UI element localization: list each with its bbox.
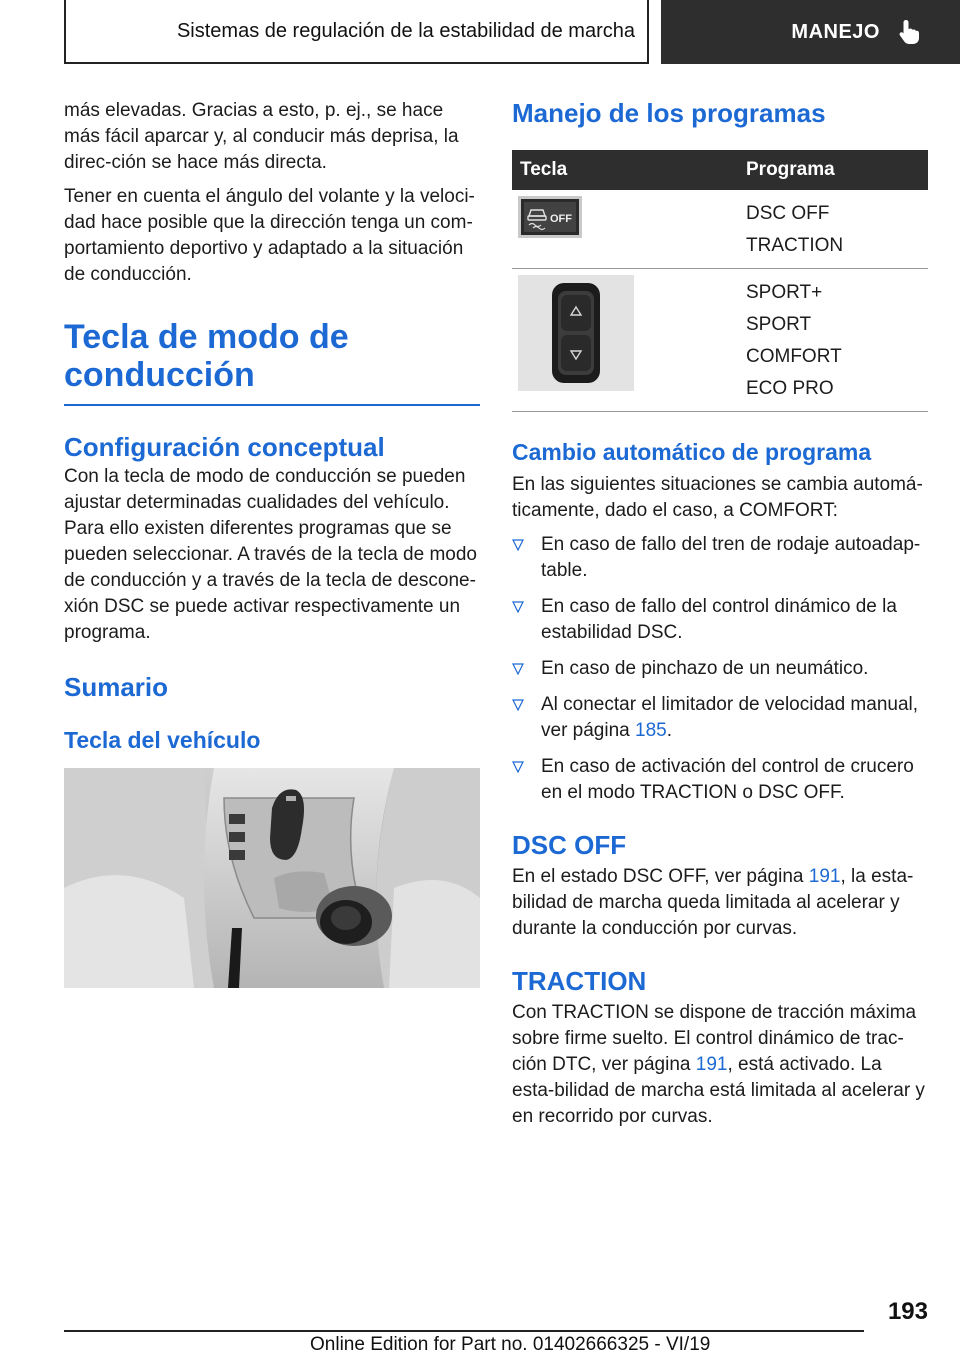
list-item-text: En caso de pinchazo de un neumático. (541, 658, 869, 679)
triangle-bullet-icon (512, 539, 524, 551)
page-number: 193 (887, 1298, 928, 1325)
heading-auto-change: Cambio automático de programa (512, 439, 872, 465)
table-row (512, 190, 928, 269)
list-item (512, 594, 928, 646)
heading-summary: Sumario (64, 672, 169, 702)
section-heading-drive-mode: Tecla de modo de conducción (64, 318, 480, 406)
auto-change-list (512, 532, 928, 806)
list-item-text-end: . (666, 720, 672, 741)
footer-rule (64, 1330, 864, 1332)
dsc-off-paragraph (512, 864, 928, 942)
hand-pointer-icon (894, 17, 924, 47)
list-item (512, 532, 928, 584)
traction-text: Con TRACTION se dispone de tracción máxima sobre firme suelto. El control dinámico de trac‐ción DTC, ver página (512, 1002, 917, 1075)
triangle-bullet-icon (512, 663, 524, 675)
footer-edition: Online Edition for Part no. 01402666325 - VI/19 (310, 1334, 711, 1355)
triangle-bullet-icon (512, 699, 524, 711)
heading-vehicle-key: Tecla del vehículo (64, 727, 261, 753)
page-link-185[interactable]: 185 (635, 720, 667, 741)
table-row (512, 269, 928, 412)
triangle-bullet-icon (512, 761, 524, 773)
auto-change-paragraph: En las siguientes situaciones se cambia automá‐ticamente, dado el caso, a COMFORT: (512, 474, 923, 521)
list-item-text: Al conectar el limitador de velocidad manual, ver página (541, 694, 919, 741)
programs-table (512, 150, 928, 412)
heading-traction: TRACTION (512, 966, 647, 996)
table-header-key: Tecla (512, 150, 738, 190)
list-item-text: En caso de fallo del control dinámico de la estabilidad DSC. (541, 596, 897, 643)
program-sport: SPORT (746, 314, 812, 335)
intro-paragraph-1: más elevadas. Gracias a esto, p. ej., se hace más fácil aparcar y, al conducir más deprisa, la direc‐ción se hace más directa. (64, 100, 459, 173)
heading-programs: Manejo de los programas (512, 98, 826, 128)
program-traction: TRACTION (746, 235, 844, 256)
program-comfort: COMFORT (746, 346, 842, 367)
concept-paragraph: Con la tecla de modo de conducción se pueden ajustar determinadas cualidades del vehículo. Para ello existen diferentes programas que se pueden seleccionar. A través de la tecla de modo de conducción y a través de la tecla de descone‐xión DSC se puede activar respectivamente un programa. (64, 466, 477, 643)
page-link-191[interactable]: 191 (808, 866, 841, 887)
driving-mode-rocker-icon (518, 275, 634, 391)
header-section-title: Sistemas de regulación de la estabilidad de marcha (176, 19, 635, 42)
page-link-191-dtc[interactable]: 191 (695, 1054, 728, 1075)
dsc-off-text-end: , la esta‐bilidad de marcha queda limitada al acelerar y durante la conducción por curvas. (512, 866, 914, 939)
triangle-bullet-icon (512, 601, 524, 613)
header-section-title-box (64, 0, 649, 64)
heading-dsc-off: DSC OFF (512, 830, 627, 860)
list-item-text: En caso de fallo del tren de rodaje autoadap‐table. (541, 534, 921, 581)
heading-concept: Configuración conceptual (64, 432, 385, 462)
left-column (64, 98, 480, 988)
program-dsc-off: DSC OFF (746, 203, 830, 224)
header-chapter-tab[interactable] (661, 0, 960, 64)
list-item-text: En caso de activación del control de crucero en el modo TRACTION o DSC OFF. (541, 756, 914, 803)
traction-text-end: , está activado. La esta‐bilidad de marcha está limitada al acelerar y en recorrido por curvas. (512, 1054, 925, 1127)
table-header-program: Programa (738, 150, 928, 190)
intro-paragraph-2: Tener en cuenta el ángulo del volante y la veloci‐dad hace posible que la dirección tenga un com‐portamiento deportivo y adaptado a la situación de conducción. (64, 186, 475, 285)
vehicle-console-photo (64, 768, 480, 988)
right-column (512, 98, 928, 1138)
dsc-off-key-label: OFF (550, 213, 572, 225)
program-sport-plus: SPORT+ (746, 282, 823, 303)
list-item (512, 656, 928, 682)
dsc-off-button-icon (518, 196, 582, 238)
list-item (512, 754, 928, 806)
program-eco-pro: ECO PRO (746, 378, 834, 399)
list-item (512, 692, 928, 744)
dsc-off-text: En el estado DSC OFF, ver página (512, 866, 809, 887)
header-chapter-label: MANEJO (791, 20, 880, 43)
traction-paragraph (512, 1000, 928, 1130)
